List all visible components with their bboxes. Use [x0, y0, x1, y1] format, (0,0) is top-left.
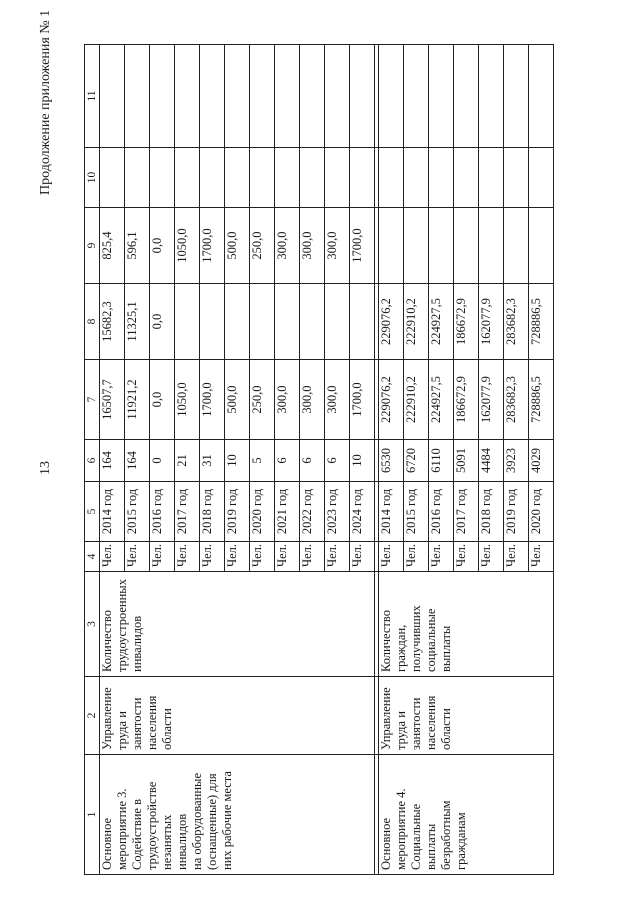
text-line: них рабочие места: [220, 771, 234, 870]
budget-cell: 0,0: [150, 208, 175, 284]
cell-11: [275, 45, 300, 148]
text-line: Управление: [100, 687, 114, 750]
unit-cell: Чел.: [100, 542, 125, 572]
budget-cell: 1700,0: [200, 208, 225, 284]
value-cell: 164: [125, 440, 150, 482]
cell-10: [150, 148, 175, 208]
cell-10: [175, 148, 200, 208]
value-cell: 5: [250, 440, 275, 482]
text-line: Управление: [379, 687, 393, 750]
column-number: 5: [85, 482, 100, 542]
budget-cell: [429, 208, 454, 284]
value-cell: 6: [300, 440, 325, 482]
fund-cell: [325, 284, 350, 360]
unit-cell: Чел.: [454, 542, 479, 572]
fund-cell: 15682,3: [100, 284, 125, 360]
total-cell: 1700,0: [350, 360, 375, 440]
unit-cell: Чел.: [175, 542, 200, 572]
total-cell: 162077,9: [479, 360, 504, 440]
total-cell: 11921,2: [125, 360, 150, 440]
total-cell: 300,0: [325, 360, 350, 440]
fund-cell: 186672,9: [454, 284, 479, 360]
text-line: Содействие в: [130, 798, 144, 870]
year-cell: 2023 год: [325, 482, 350, 542]
cell-10: [404, 148, 429, 208]
unit-cell: Чел.: [429, 542, 454, 572]
budget-cell: 300,0: [325, 208, 350, 284]
text-line: занятости: [409, 697, 423, 750]
cell-11: [250, 45, 275, 148]
year-cell: 2015 год: [125, 482, 150, 542]
fund-cell: 0,0: [150, 284, 175, 360]
activity-name: [100, 755, 375, 875]
unit-cell: Чел.: [125, 542, 150, 572]
cell-11: [150, 45, 175, 148]
budget-cell: 1700,0: [350, 208, 375, 284]
fund-cell: [350, 284, 375, 360]
year-cell: 2020 год: [250, 482, 275, 542]
value-cell: 6110: [429, 440, 454, 482]
column-number: 6: [85, 440, 100, 482]
fund-cell: 11325,1: [125, 284, 150, 360]
column-number: 11: [85, 45, 100, 148]
year-cell: 2017 год: [175, 482, 200, 542]
column-number: 4: [85, 542, 100, 572]
cell-10: [225, 148, 250, 208]
cell-10: [275, 148, 300, 208]
budget-cell: 1050,0: [175, 208, 200, 284]
total-cell: 16507,7: [100, 360, 125, 440]
fund-cell: [200, 284, 225, 360]
budget-cell: [504, 208, 529, 284]
text-line: трудоустроенных: [115, 579, 129, 672]
cell-10: [250, 148, 275, 208]
unit-cell: Чел.: [325, 542, 350, 572]
budget-cell: 300,0: [275, 208, 300, 284]
appendix-continuation: Продолжение приложения № 1: [38, 9, 53, 195]
fund-cell: 728886,5: [529, 284, 554, 360]
text-line: населения: [424, 695, 438, 750]
budget-cell: [479, 208, 504, 284]
value-cell: 21: [175, 440, 200, 482]
text-line: области: [439, 708, 453, 750]
cell-11: [300, 45, 325, 148]
text-line: незанятых инвалидов: [160, 813, 189, 870]
cell-10: [125, 148, 150, 208]
unit-cell: Чел.: [404, 542, 429, 572]
cell-11: [175, 45, 200, 148]
unit-cell: Чел.: [150, 542, 175, 572]
text-line: труда и: [115, 711, 129, 750]
text-line: граждан,: [394, 624, 408, 672]
fund-cell: [250, 284, 275, 360]
total-cell: 500,0: [225, 360, 250, 440]
unit-cell: Чел.: [379, 542, 404, 572]
budget-cell: [379, 208, 404, 284]
total-cell: 186672,9: [454, 360, 479, 440]
value-cell: 6720: [404, 440, 429, 482]
text-line: Основное: [100, 817, 114, 870]
fund-cell: 222910,2: [404, 284, 429, 360]
cell-11: [350, 45, 375, 148]
cell-10: [379, 148, 404, 208]
value-cell: 10: [350, 440, 375, 482]
year-cell: 2021 год: [275, 482, 300, 542]
cell-11: [325, 45, 350, 148]
cell-10: [429, 148, 454, 208]
cell-10: [350, 148, 375, 208]
cell-10: [454, 148, 479, 208]
activity-name: [379, 755, 554, 875]
cell-11: [225, 45, 250, 148]
year-cell: 2024 год: [350, 482, 375, 542]
cell-10: [325, 148, 350, 208]
text-line: Социальные выплаты: [409, 803, 438, 870]
year-cell: 2018 год: [200, 482, 225, 542]
value-cell: 4029: [529, 440, 554, 482]
column-number: 10: [85, 148, 100, 208]
text-line: области: [160, 708, 174, 750]
text-line: Количество: [379, 610, 393, 672]
text-line: занятости: [130, 697, 144, 750]
cell-10: [100, 148, 125, 208]
unit-cell: Чел.: [275, 542, 300, 572]
cell-11: [100, 45, 125, 148]
total-cell: 300,0: [275, 360, 300, 440]
cell-10: [504, 148, 529, 208]
column-number: 9: [85, 208, 100, 284]
text-line: мероприятие 3.: [115, 788, 129, 870]
cell-10: [300, 148, 325, 208]
text-line: (оснащенные) для: [205, 773, 219, 870]
budget-cell: [404, 208, 429, 284]
year-cell: 2016 год: [429, 482, 454, 542]
value-cell: 6530: [379, 440, 404, 482]
fund-cell: [175, 284, 200, 360]
cell-11: [429, 45, 454, 148]
year-cell: 2015 год: [404, 482, 429, 542]
year-cell: 2018 год: [479, 482, 504, 542]
value-cell: 5091: [454, 440, 479, 482]
text-line: гражданам: [454, 812, 468, 870]
unit-cell: Чел.: [250, 542, 275, 572]
total-cell: 1700,0: [200, 360, 225, 440]
year-cell: 2022 год: [300, 482, 325, 542]
column-number: 8: [85, 284, 100, 360]
fund-cell: [225, 284, 250, 360]
unit-cell: Чел.: [479, 542, 504, 572]
value-cell: 6: [325, 440, 350, 482]
total-cell: 283682,3: [504, 360, 529, 440]
unit-cell: Чел.: [300, 542, 325, 572]
table-row: [379, 45, 404, 875]
text-line: получивших: [409, 605, 423, 672]
fund-cell: 224927,5: [429, 284, 454, 360]
responsible-executor: [100, 677, 375, 755]
fund-cell: 162077,9: [479, 284, 504, 360]
text-line: трудоустройстве: [145, 781, 159, 870]
total-cell: 728886,5: [529, 360, 554, 440]
table-row: [100, 45, 125, 875]
budget-cell: [454, 208, 479, 284]
value-cell: 6: [275, 440, 300, 482]
column-number: 3: [85, 572, 100, 677]
total-cell: 0,0: [150, 360, 175, 440]
cell-10: [200, 148, 225, 208]
year-cell: 2019 год: [225, 482, 250, 542]
budget-cell: 300,0: [300, 208, 325, 284]
unit-cell: Чел.: [200, 542, 225, 572]
cell-10: [479, 148, 504, 208]
text-line: труда и: [394, 711, 408, 750]
cell-11: [125, 45, 150, 148]
total-cell: 224927,5: [429, 360, 454, 440]
text-line: Количество: [100, 610, 114, 672]
text-line: инвалидов: [130, 615, 144, 672]
unit-cell: Чел.: [350, 542, 375, 572]
value-cell: 4484: [479, 440, 504, 482]
text-line: мероприятие 4.: [394, 788, 408, 870]
fund-cell: 229076,2: [379, 284, 404, 360]
cell-11: [404, 45, 429, 148]
cell-10: [529, 148, 554, 208]
year-cell: 2014 год: [379, 482, 404, 542]
unit-cell: Чел.: [225, 542, 250, 572]
fund-cell: [300, 284, 325, 360]
year-cell: 2014 год: [100, 482, 125, 542]
cell-11: [504, 45, 529, 148]
value-cell: 10: [225, 440, 250, 482]
text-line: выплаты: [439, 625, 453, 672]
column-number: 1: [85, 755, 100, 875]
indicator-name: [100, 572, 375, 677]
budget-cell: 500,0: [225, 208, 250, 284]
responsible-executor: [379, 677, 554, 755]
program-table: [84, 44, 554, 875]
value-cell: 0: [150, 440, 175, 482]
year-cell: 2020 год: [529, 482, 554, 542]
unit-cell: Чел.: [504, 542, 529, 572]
value-cell: 164: [100, 440, 125, 482]
year-cell: 2017 год: [454, 482, 479, 542]
value-cell: 3923: [504, 440, 529, 482]
cell-11: [200, 45, 225, 148]
fund-cell: 283682,3: [504, 284, 529, 360]
total-cell: 229076,2: [379, 360, 404, 440]
text-line: на оборудованные: [190, 773, 204, 870]
total-cell: 300,0: [300, 360, 325, 440]
column-number: 7: [85, 360, 100, 440]
text-line: населения: [145, 695, 159, 750]
header-row: [85, 45, 100, 875]
cell-11: [454, 45, 479, 148]
page-number: 13: [38, 461, 53, 475]
value-cell: 31: [200, 440, 225, 482]
cell-11: [479, 45, 504, 148]
budget-cell: 250,0: [250, 208, 275, 284]
budget-cell: 825,4: [100, 208, 125, 284]
text-line: социальные: [424, 608, 438, 672]
text-line: Основное: [379, 817, 393, 870]
indicator-name: [379, 572, 554, 677]
unit-cell: Чел.: [529, 542, 554, 572]
year-cell: 2016 год: [150, 482, 175, 542]
cell-11: [529, 45, 554, 148]
budget-cell: [529, 208, 554, 284]
total-cell: 222910,2: [404, 360, 429, 440]
year-cell: 2019 год: [504, 482, 529, 542]
fund-cell: [275, 284, 300, 360]
total-cell: 250,0: [250, 360, 275, 440]
column-number: 2: [85, 677, 100, 755]
cell-11: [379, 45, 404, 148]
budget-cell: 596,1: [125, 208, 150, 284]
text-line: безработным: [439, 800, 453, 870]
total-cell: 1050,0: [175, 360, 200, 440]
